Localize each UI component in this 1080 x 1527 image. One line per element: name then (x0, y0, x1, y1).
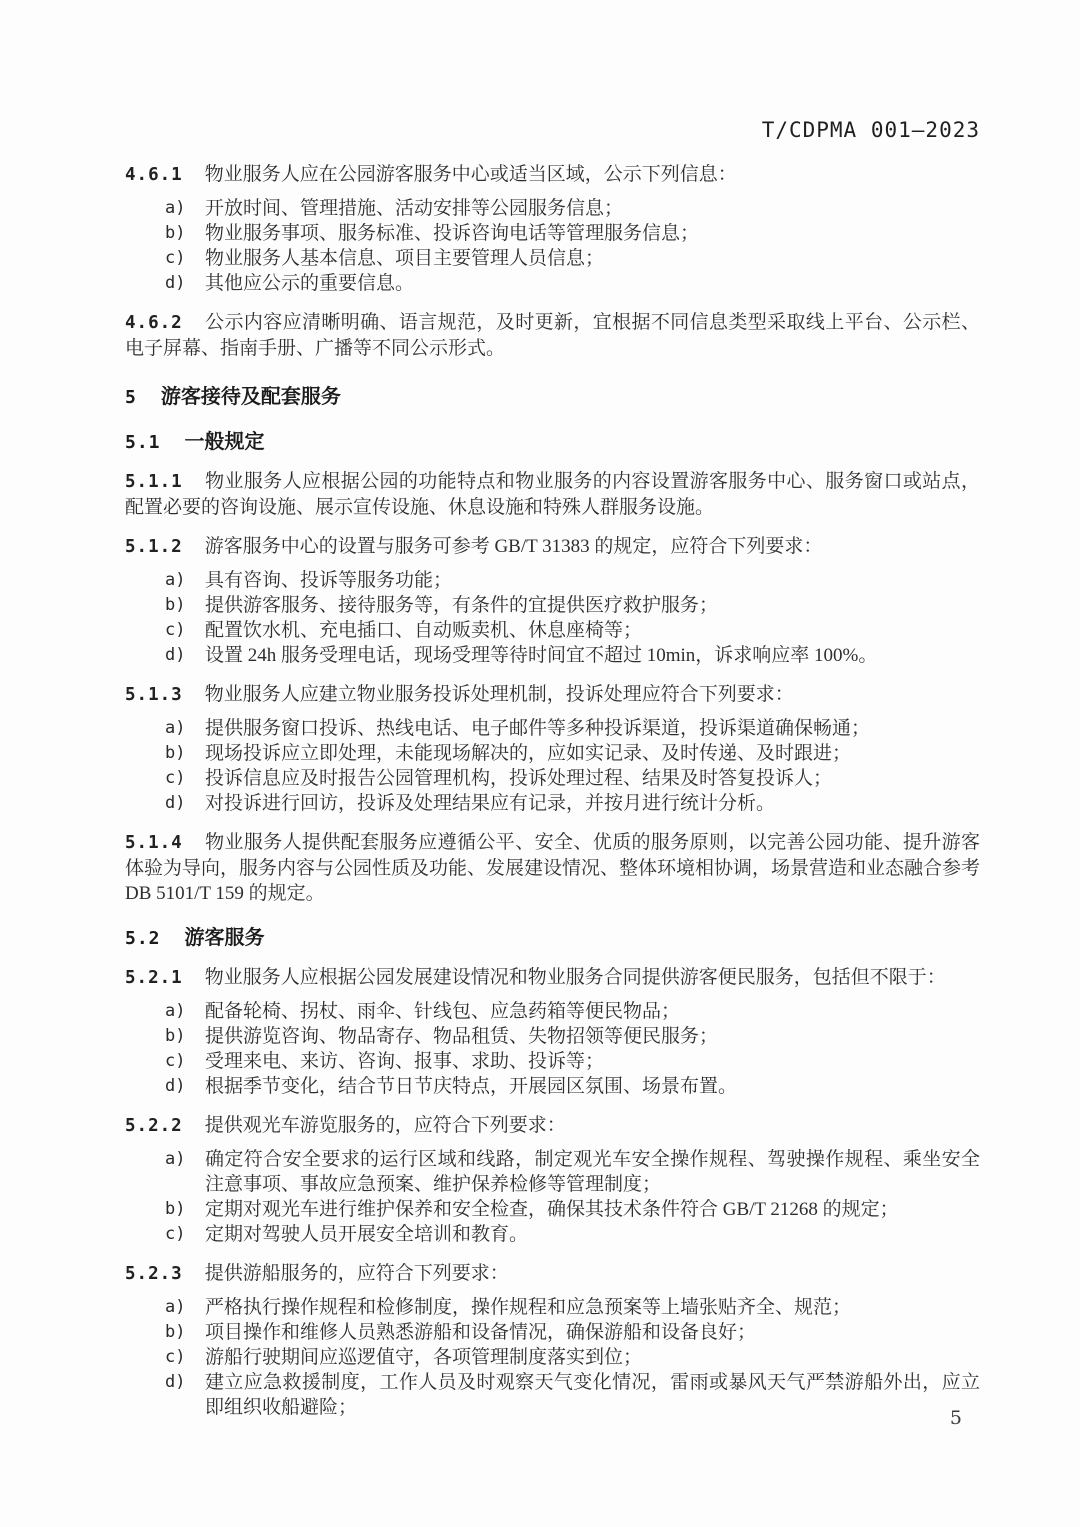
item-marker: a) (165, 1297, 186, 1317)
clause-4.6.2 (125, 310, 980, 361)
item-text: 具有咨询、投诉等服务功能； (205, 570, 453, 591)
item-text: 定期对驾驶人员开展安全培训和教育。 (205, 1224, 529, 1245)
clause-number: 5.1.4 (125, 833, 183, 853)
item-marker: c) (165, 1347, 186, 1367)
list-item (125, 271, 980, 296)
clause-number: 4.6.1 (125, 165, 183, 185)
clause-5.1.3-list (125, 716, 980, 816)
clause-number: 5.1.2 (125, 537, 183, 557)
clause-5.2.3-list (125, 1295, 980, 1420)
item-text: 严格执行操作规程和检修制度，操作规程和应急预案等上墙张贴齐全、规范； (205, 1297, 852, 1318)
item-text: 定期对观光车进行维护保养和安全检查，确保其技术条件符合 GB/T 21268 的规定； (205, 1199, 899, 1220)
clause-text: 物业服务人应建立物业服务投诉处理机制，投诉处理应符合下列要求： (204, 684, 794, 705)
item-marker: b) (165, 595, 186, 615)
list-item (125, 766, 980, 791)
clause-text: 物业服务人应根据公园的功能特点和物业服务的内容设置游客服务中心、服务窗口或站点，配置必要的咨询设施、展示宣传设施、休息设施和特殊人群服务设施。 (125, 471, 980, 518)
clause-number: 5.1.3 (125, 685, 183, 705)
item-marker: b) (165, 223, 186, 243)
list-item (125, 643, 980, 668)
item-text: 现场投诉应立即处理，未能现场解决的，应如实记录、及时传递、及时跟进； (205, 743, 852, 764)
item-text: 设置 24h 服务受理电话，现场受理等待时间宜不超过 10min，诉求响应率 100%。 (205, 645, 878, 666)
item-marker: c) (165, 620, 186, 640)
item-marker: a) (165, 570, 186, 590)
clause-text: 物业服务人提供配套服务应遵循公平、安全、优质的服务原则，以完善公园功能、提升游客体验为导向，服务内容与公园性质及功能、发展建设情况、整体环境相协调，场景营造和业态融合参考 DB 5101/T 159 的规定。 (125, 832, 981, 904)
list-item (125, 568, 980, 593)
item-marker: a) (165, 718, 186, 738)
item-text: 项目操作和维修人员熟悉游船和设备情况，确保游船和设备良好； (205, 1322, 757, 1343)
list-item (125, 618, 980, 643)
clause-5.2.2-list (125, 1147, 980, 1247)
item-marker: c) (165, 768, 186, 788)
list-item (125, 593, 980, 618)
item-text: 根据季节变化，结合节日节庆特点，开展园区氛围、场景布置。 (205, 1076, 738, 1097)
item-text: 提供服务窗口投诉、热线电话、电子邮件等多种投诉渠道，投诉渠道确保畅通； (205, 718, 871, 739)
page-number: 5 (949, 1407, 962, 1429)
section-heading-5 (125, 385, 980, 410)
clause-text: 提供游船服务的，应符合下列要求： (204, 1263, 509, 1284)
clause-5.1.4 (125, 830, 980, 906)
clause-text: 物业服务人应根据公园发展建设情况和物业服务合同提供游客便民服务，包括但不限于： (204, 967, 946, 988)
clause-5.2.2 (125, 1113, 980, 1139)
item-text: 开放时间、管理措施、活动安排等公园服务信息； (205, 198, 624, 219)
item-marker: b) (165, 1322, 186, 1342)
item-text: 配置饮水机、充电插口、自动贩卖机、休息座椅等； (205, 620, 643, 641)
item-marker: a) (165, 198, 186, 218)
section-heading-5.1 (125, 430, 980, 455)
item-marker: d) (165, 793, 186, 813)
list-item (125, 1295, 980, 1320)
item-marker: d) (165, 273, 186, 293)
section-heading-5.2 (125, 926, 980, 951)
clause-5.1.2-list (125, 568, 980, 668)
list-item (125, 741, 980, 766)
item-text: 提供游览咨询、物品寄存、物品租赁、失物招领等便民服务； (205, 1026, 719, 1047)
item-marker: b) (165, 1199, 186, 1219)
list-item (125, 1024, 980, 1049)
list-item (125, 1370, 980, 1420)
item-marker: c) (165, 1051, 186, 1071)
heading-text: 游客接待及配套服务 (160, 386, 341, 408)
clause-text: 提供观光车游览服务的，应符合下列要求： (204, 1115, 566, 1136)
item-marker: a) (165, 1149, 186, 1169)
clause-number: 5.2.2 (125, 1116, 183, 1136)
list-item (125, 1222, 980, 1247)
item-text: 建立应急救援制度，工作人员及时观察天气变化情况，雷雨或暴风天气严禁游船外出，应立即组织收船避险； (205, 1372, 980, 1418)
list-item (125, 1049, 980, 1074)
item-marker: b) (165, 743, 186, 763)
item-marker: d) (165, 1372, 186, 1392)
clause-5.1.3 (125, 682, 980, 708)
item-text: 游船行驶期间应巡逻值守，各项管理制度落实到位； (205, 1347, 643, 1368)
list-item (125, 1345, 980, 1370)
item-text: 提供游客服务、接待服务等，有条件的宜提供医疗救护服务； (205, 595, 719, 616)
clause-4.6.1-list (125, 196, 980, 296)
doc-code-header: T/CDPMA 001—2023 (761, 118, 980, 142)
clause-5.2.1 (125, 965, 980, 991)
clause-4.6.1 (125, 162, 980, 188)
list-item (125, 791, 980, 816)
list-item (125, 1074, 980, 1099)
clause-text: 物业服务人应在公园游客服务中心或适当区域，公示下列信息： (204, 164, 737, 185)
clause-text: 公示内容应清晰明确、语言规范，及时更新，宜根据不同信息类型采取线上平台、公示栏、电子屏幕、指南手册、广播等不同公示形式。 (125, 312, 980, 359)
clause-5.2.1-list (125, 999, 980, 1099)
list-item (125, 716, 980, 741)
clause-5.1.1 (125, 469, 980, 520)
heading-number: 5.2 (125, 928, 161, 949)
clause-text: 游客服务中心的设置与服务可参考 GB/T 31383 的规定，应符合下列要求： (204, 536, 823, 557)
item-text: 确定符合安全要求的运行区域和线路，制定观光车安全操作规程、驾驶操作规程、乘坐安全注意事项、事故应急预案、维护保养检修等管理制度； (205, 1149, 980, 1195)
clause-number: 5.2.1 (125, 968, 183, 988)
heading-number: 5.1 (125, 432, 161, 453)
list-item (125, 196, 980, 221)
item-marker: c) (165, 1224, 186, 1244)
item-text: 其他应公示的重要信息。 (205, 273, 415, 294)
item-marker: a) (165, 1001, 186, 1021)
item-marker: d) (165, 1076, 186, 1096)
list-item (125, 1197, 980, 1222)
clause-5.2.3 (125, 1261, 980, 1287)
item-marker: b) (165, 1026, 186, 1046)
list-item (125, 999, 980, 1024)
clause-number: 5.2.3 (125, 1264, 183, 1284)
list-item (125, 246, 980, 271)
item-text: 配备轮椅、拐杖、雨伞、针线包、应急药箱等便民物品； (205, 1001, 681, 1022)
clause-number: 5.1.1 (125, 472, 183, 492)
item-text: 物业服务人基本信息、项目主要管理人员信息； (205, 248, 605, 269)
item-text: 对投诉进行回访，投诉及处理结果应有记录，并按月进行统计分析。 (205, 793, 776, 814)
clause-5.1.2 (125, 534, 980, 560)
item-marker: d) (165, 645, 186, 665)
item-text: 投诉信息应及时报告公园管理机构，投诉处理过程、结果及时答复投诉人； (205, 768, 833, 789)
heading-text: 一般规定 (184, 431, 265, 453)
item-text: 物业服务事项、服务标准、投诉咨询电话等管理服务信息； (205, 223, 700, 244)
list-item (125, 221, 980, 246)
item-marker: c) (165, 248, 186, 268)
list-item (125, 1320, 980, 1345)
list-item (125, 1147, 980, 1197)
clause-number: 4.6.2 (125, 313, 183, 333)
heading-number: 5 (125, 387, 137, 408)
item-text: 受理来电、来访、咨询、报事、求助、投诉等； (205, 1051, 605, 1072)
heading-text: 游客服务 (184, 927, 265, 949)
